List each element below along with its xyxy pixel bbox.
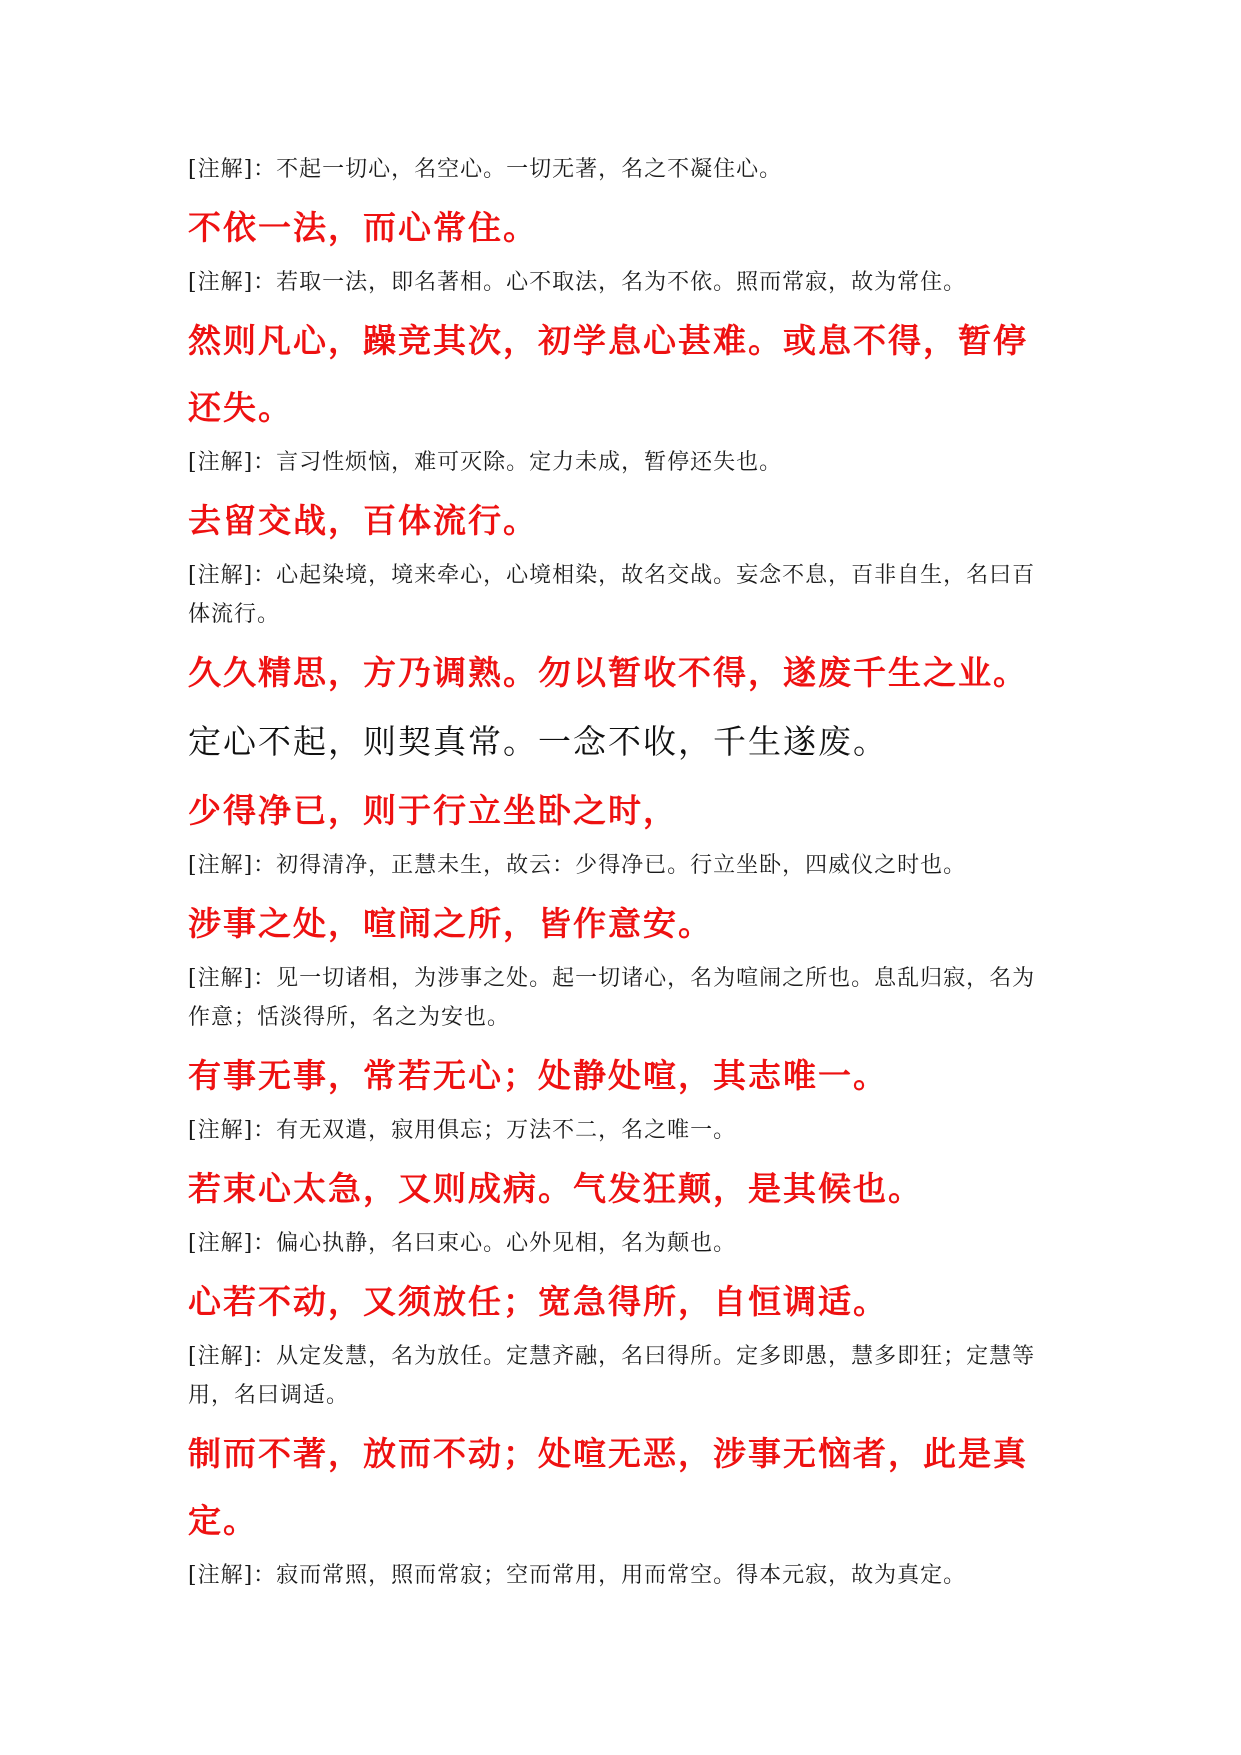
scripture-verse: 去留交战，百体流行。 — [188, 501, 538, 540]
scripture-verse: 然则凡心，躁竞其次，初学息心甚难。或息不得，暂停还失。 — [188, 321, 1028, 427]
commentary-paragraph: [注解]：寂而常照，照而常寂；空而常用，用而常空。得本元寂，故为真定。 — [188, 1563, 967, 1588]
commentary-paragraph: [注解]：心起染境，境来牵心，心境相染，故名交战。妄念不息，百非自生，名曰百体流行。 — [188, 563, 1036, 627]
scripture-verse: 心若不动，又须放任；宽急得所，自恒调适。 — [188, 1282, 888, 1321]
commentary-paragraph: [注解]：偏心执静，名曰束心。心外见相，名为颠也。 — [188, 1231, 737, 1256]
scripture-verse: 久久精思，方乃调熟。勿以暂收不得，遂废千生之业。 — [188, 653, 1028, 692]
scripture-verse: 涉事之处，喧闹之所，皆作意安。 — [188, 904, 713, 943]
scripture-verse: 制而不著，放而不动；处喧无恶，涉事无恼者，此是真定。 — [188, 1434, 1028, 1540]
commentary-paragraph: [注解]：见一切诸相，为涉事之处。起一切诸心，名为喧闹之所也。息乱归寂，名为作意；恬淡得所，名之为安也。 — [188, 966, 1036, 1030]
scripture-verse: 不依一法，而心常住。 — [188, 208, 538, 247]
commentary-paragraph: [注解]：初得清净，正慧未生，故云：少得净已。行立坐卧，四威仪之时也。 — [188, 853, 967, 878]
commentary-paragraph: [注解]：言习性烦恼，难可灭除。定力未成，暂停还失也。 — [188, 450, 783, 475]
scripture-verse: 少得净已，则于行立坐卧之时， — [188, 791, 678, 830]
commentary-paragraph: [注解]：从定发慧，名为放任。定慧齐融，名曰得所。定多即愚，慧多即狂；定慧等用，名曰调适。 — [188, 1344, 1036, 1408]
plain-verse-line: 定心不起，则契真常。一念不收，千生遂废。 — [188, 722, 888, 761]
commentary-paragraph: [注解]：若取一法，即名著相。心不取法，名为不依。照而常寂，故为常住。 — [188, 270, 967, 295]
document-body — [188, 150, 1058, 1600]
scripture-verse: 若束心太急，又则成病。气发狂颠，是其候也。 — [188, 1169, 923, 1208]
scripture-verse: 有事无事，常若无心；处静处喧，其志唯一。 — [188, 1056, 888, 1095]
commentary-paragraph: [注解]：不起一切心，名空心。一切无著，名之不凝住心。 — [188, 157, 783, 182]
commentary-paragraph: [注解]：有无双遣，寂用俱忘；万法不二，名之唯一。 — [188, 1118, 737, 1143]
